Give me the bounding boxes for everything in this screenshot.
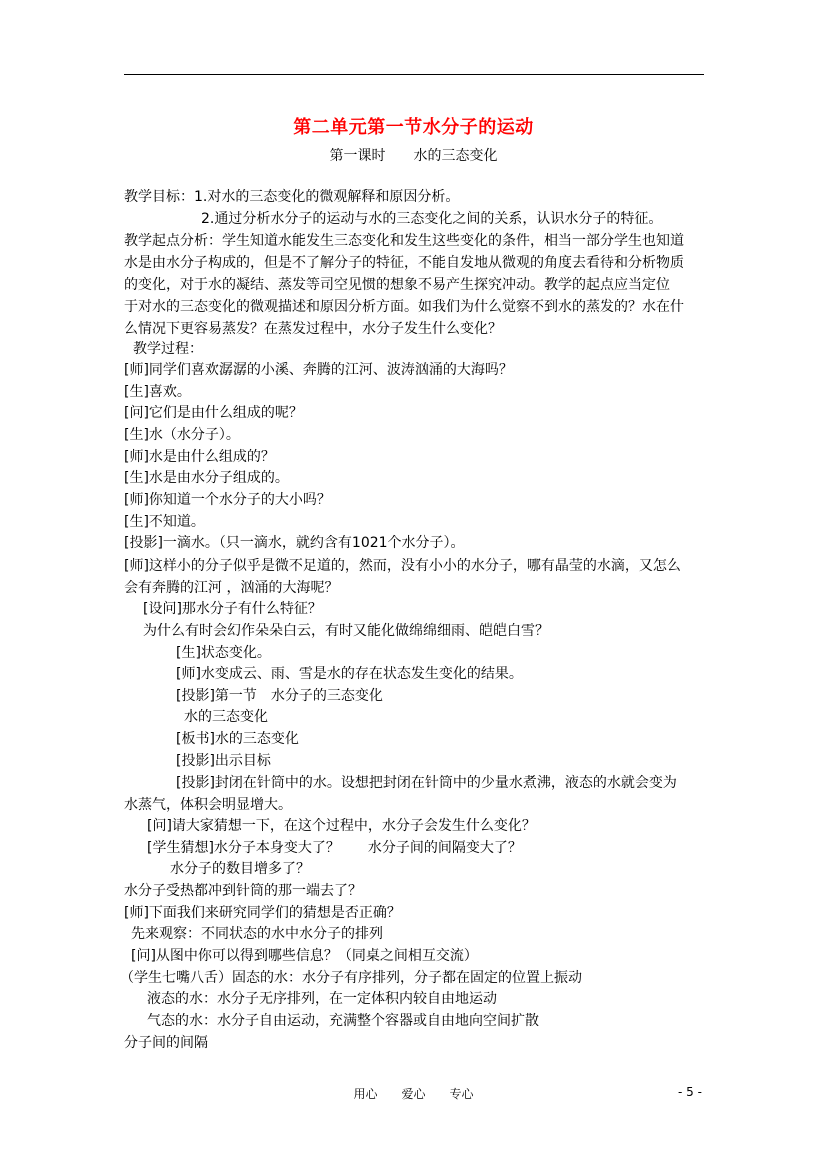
body-line: [师]这样小的分子似乎是微不足道的，然而，没有小小的水分子，哪有晶莹的水滴，又怎么 — [124, 558, 681, 574]
body-line: [生]水是由水分子组成的。 — [124, 470, 289, 486]
body-line: [板书]水的三态变化 — [176, 731, 299, 747]
body-line: [生]状态变化。 — [176, 645, 271, 661]
body-line: 液态的水：水分子无序排列，在一定体积内较自由地运动 — [147, 991, 497, 1007]
body-line: 2.通过分析水分子的运动与水的三态变化之间的关系，认识水分子的特征。 — [201, 211, 663, 227]
body-line: [学生猜想]水分子本身变大了？ 水分子间的间隔变大了？ — [147, 840, 522, 856]
body-line: 教学过程： — [133, 341, 203, 357]
body-line: [生]喜欢。 — [124, 384, 191, 400]
body-line: 教学起点分析：学生知道水能发生三态变化和发生这些变化的条件，相当一部分学生也知道 — [124, 233, 684, 249]
body-line: [问]它们是由什么组成的呢？ — [124, 405, 303, 421]
body-line: 水的三态变化 — [184, 709, 268, 725]
body-line: 么情况下更容易蒸发？在蒸发过程中，水分子发生什么变化？ — [124, 321, 502, 337]
body-line: 气态的水：水分子自由运动，充满整个容器或自由地向空间扩散 — [147, 1013, 539, 1029]
body-line: [设问]那水分子有什么特征？ — [143, 601, 322, 617]
page-title: 第二单元第一节水分子的运动 — [293, 117, 534, 138]
header-rule — [124, 74, 704, 75]
body-line: 为什么有时会幻作朵朵白云，有时又能化做绵绵细雨、皑皑白雪？ — [143, 623, 549, 639]
body-line: [问]请大家猜想一下，在这个过程中，水分子会发生什么变化？ — [147, 818, 536, 834]
lesson-subtitle: 第一课时 水的三态变化 — [329, 148, 498, 164]
body-line: 分子间的间隔 — [124, 1035, 208, 1051]
body-line: [师]水变成云、雨、雪是水的存在状态发生变化的结果。 — [176, 666, 523, 682]
body-line: [问]从图中你可以得到哪些信息？（同桌之间相互交流） — [131, 948, 478, 964]
footer-motto: 用心 爱心 专心 — [353, 1087, 474, 1101]
body-line: 先来观察：不同状态的水中水分子的排列 — [131, 926, 383, 942]
body-line: [生]不知道。 — [124, 514, 205, 530]
body-line: [投影]封闭在针筒中的水。设想把封闭在针筒中的少量水煮沸，液态的水就会变为 — [176, 775, 677, 791]
body-line: （学生七嘴八舌）固态的水：水分子有序排列，分子都在固定的位置上振动 — [120, 970, 582, 986]
body-line: [投影]第一节 水分子的三态变化 — [176, 688, 383, 704]
body-line: 会有奔腾的江河 ，汹涌的大海呢？ — [124, 580, 339, 596]
body-line: 教学目标：1.对水的三态变化的微观解释和原因分析。 — [124, 189, 460, 205]
body-line: [师]下面我们来研究同学们的猜想是否正确？ — [124, 905, 401, 921]
page-number: - 5 - — [678, 1085, 702, 1099]
body-line: [师]同学们喜欢潺潺的小溪、奔腾的江河、波涛汹涌的大海吗？ — [124, 362, 513, 378]
body-line: [投影]一滴水。（只一滴水，就约含有1021个水分子）。 — [124, 535, 465, 551]
body-line: [投影]出示目标 — [176, 753, 271, 769]
body-line: 水蒸气，体积会明显增大。 — [124, 797, 292, 813]
body-line: [生]水（水分子）。 — [124, 427, 240, 443]
body-line: 水分子的数目增多了？ — [170, 861, 310, 877]
body-line: 于对水的三态变化的微观描述和原因分析方面。如我们为什么觉察不到水的蒸发的？水在什 — [124, 299, 684, 315]
body-line: [师]你知道一个水分子的大小吗？ — [124, 492, 331, 508]
body-line: 水是由水分子构成的，但是不了解分子的特征，不能自发地从微观的角度去看待和分析物质 — [124, 255, 684, 271]
body-line: [师]水是由什么组成的？ — [124, 449, 275, 465]
body-line: 水分子受热都冲到针筒的那一端去了？ — [124, 883, 362, 899]
body-line: 的变化，对于水的凝结、蒸发等司空见惯的想象不易产生探究冲动。教学的起点应当定位 — [124, 277, 670, 293]
